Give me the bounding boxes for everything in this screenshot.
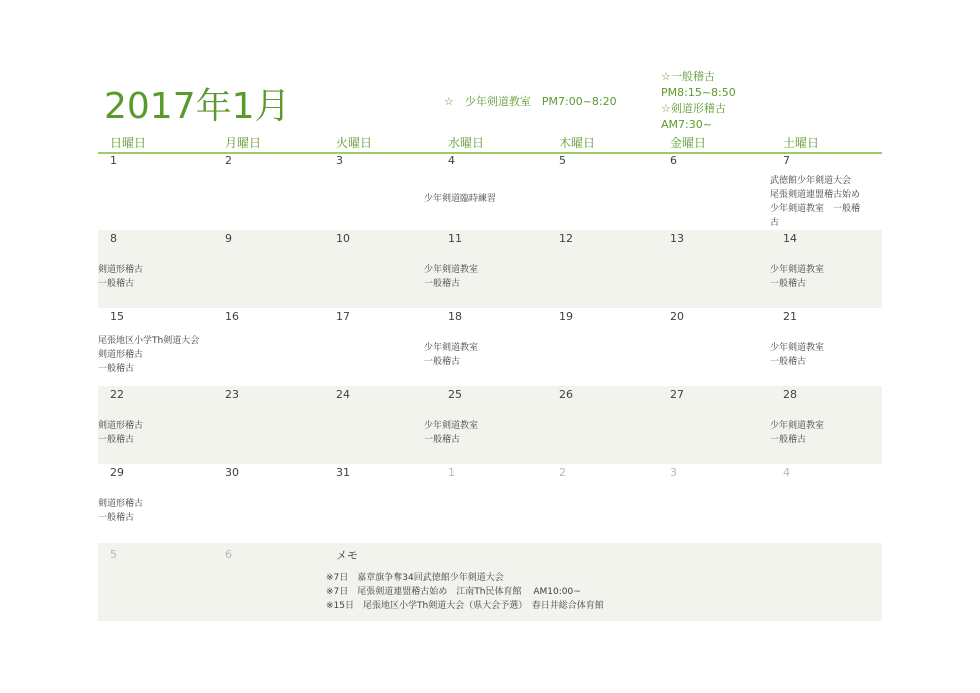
weekday-thursday: 木曜日 bbox=[559, 136, 596, 150]
day-number: 9 bbox=[225, 232, 232, 245]
day-number: 30 bbox=[225, 466, 239, 479]
day-cell[interactable] bbox=[546, 152, 658, 230]
event-item: 一般稽古 bbox=[98, 435, 135, 445]
event-item: 古 bbox=[770, 218, 780, 228]
page-title: 2017年1月 bbox=[104, 86, 291, 127]
day-number: 1 bbox=[110, 154, 117, 167]
weekday-monday: 月曜日 bbox=[225, 136, 262, 150]
event-item: 一般稽古 bbox=[770, 279, 807, 289]
day-cell[interactable] bbox=[210, 386, 322, 464]
day-cell[interactable] bbox=[546, 464, 658, 542]
note-line: PM8:15~8:50 bbox=[661, 86, 736, 99]
event-item: 少年剣道教室 bbox=[770, 343, 825, 353]
day-cell[interactable] bbox=[98, 230, 210, 308]
day-number: 23 bbox=[225, 388, 239, 401]
memo-label: メモ bbox=[336, 549, 358, 562]
day-cell[interactable] bbox=[546, 386, 658, 464]
day-events bbox=[424, 263, 478, 291]
day-number: 6 bbox=[225, 548, 232, 561]
weekday-friday: 金曜日 bbox=[670, 136, 707, 150]
event-item: 剣道形稽古 bbox=[98, 265, 144, 275]
day-number: 3 bbox=[336, 154, 343, 167]
day-number: 17 bbox=[336, 310, 350, 323]
memo-line: ※15日 尾張地区小学Th剣道大会（県大会予選） 春日井総合体育館 bbox=[326, 601, 604, 611]
day-events bbox=[98, 334, 199, 376]
day-number: 24 bbox=[336, 388, 350, 401]
day-cell[interactable] bbox=[546, 230, 658, 308]
day-number: 13 bbox=[670, 232, 684, 245]
day-cell[interactable] bbox=[424, 308, 546, 386]
day-cell[interactable] bbox=[434, 464, 546, 542]
note-line: AM7:30~ bbox=[661, 118, 712, 131]
day-cell[interactable] bbox=[658, 386, 770, 464]
day-cell[interactable] bbox=[658, 464, 770, 542]
day-cell[interactable] bbox=[770, 464, 882, 542]
memo-line: ※7日 尾張剣道連盟稽古始め 江南Th民体育館 AM10:00~ bbox=[326, 587, 581, 597]
event-item: 一般稽古 bbox=[98, 279, 135, 289]
event-item: 少年剣道教室 一般稽 bbox=[770, 204, 861, 214]
day-cell[interactable] bbox=[658, 308, 770, 386]
day-cell[interactable] bbox=[770, 230, 882, 308]
day-cell[interactable] bbox=[322, 386, 434, 464]
day-number: 11 bbox=[448, 232, 462, 245]
note-line: ☆一般稽古 bbox=[661, 70, 715, 83]
week-row bbox=[98, 386, 882, 464]
day-cell[interactable] bbox=[322, 464, 434, 542]
week-row bbox=[98, 152, 882, 230]
event-item: 少年剣道教室 bbox=[770, 421, 825, 431]
day-number: 14 bbox=[783, 232, 797, 245]
day-events bbox=[770, 174, 860, 230]
day-number: 18 bbox=[448, 310, 462, 323]
event-item: 少年剣道教室 bbox=[424, 343, 479, 353]
day-number: 19 bbox=[559, 310, 573, 323]
week-row bbox=[98, 230, 882, 308]
day-events bbox=[98, 497, 143, 525]
event-item: 一般稽古 bbox=[424, 435, 461, 445]
day-number: 1 bbox=[448, 466, 455, 479]
event-item: 尾張剣道連盟稽古始め bbox=[770, 190, 861, 200]
day-cell[interactable] bbox=[210, 152, 322, 230]
day-events bbox=[770, 263, 824, 291]
day-number: 4 bbox=[448, 154, 455, 167]
week-row bbox=[98, 308, 882, 386]
event-item: 一般稽古 bbox=[770, 435, 807, 445]
day-number: 22 bbox=[110, 388, 124, 401]
day-cell[interactable] bbox=[546, 308, 658, 386]
day-number: 2 bbox=[225, 154, 232, 167]
memo-lines bbox=[326, 571, 604, 613]
memo-line: ※7日 嘉章旗争奪34回武徳館少年剣道大会 bbox=[326, 573, 504, 583]
day-cell[interactable] bbox=[322, 230, 434, 308]
event-item: 剣道形稽古 bbox=[98, 350, 144, 360]
day-cell[interactable] bbox=[424, 152, 546, 230]
day-number: 4 bbox=[783, 466, 790, 479]
day-events bbox=[424, 419, 478, 447]
day-cell[interactable] bbox=[98, 308, 210, 386]
day-cell[interactable] bbox=[322, 152, 434, 230]
day-number: 28 bbox=[783, 388, 797, 401]
day-cell[interactable] bbox=[210, 230, 322, 308]
event-item: 剣道形稽古 bbox=[98, 499, 144, 509]
event-item: 剣道形稽古 bbox=[98, 421, 144, 431]
note-line: ☆剣道形稽古 bbox=[661, 102, 726, 115]
day-events bbox=[424, 192, 496, 206]
day-number: 6 bbox=[670, 154, 677, 167]
day-number: 12 bbox=[559, 232, 573, 245]
day-number: 3 bbox=[670, 466, 677, 479]
weekday-tuesday: 火曜日 bbox=[336, 136, 373, 150]
event-item: 尾張地区小学Th剣道大会 bbox=[98, 336, 200, 346]
schedule-note-general bbox=[661, 69, 736, 133]
day-events bbox=[424, 341, 478, 369]
event-item: 少年剣道教室 bbox=[424, 265, 479, 275]
day-events bbox=[770, 341, 824, 369]
weekday-header bbox=[98, 134, 882, 152]
day-number: 7 bbox=[783, 154, 790, 167]
event-item: 少年剣道教室 bbox=[770, 265, 825, 275]
schedule-note-youth: ☆ 少年剣道教室 PM7:00~8:20 bbox=[444, 95, 617, 108]
day-cell[interactable] bbox=[98, 386, 210, 464]
day-cell[interactable] bbox=[770, 308, 882, 386]
day-number: 2 bbox=[559, 466, 566, 479]
day-cell[interactable] bbox=[658, 152, 770, 230]
day-cell[interactable] bbox=[770, 386, 882, 464]
day-cell[interactable] bbox=[210, 308, 322, 386]
event-item: 一般稽古 bbox=[424, 279, 461, 289]
weekday-saturday: 土曜日 bbox=[783, 136, 820, 150]
day-number: 25 bbox=[448, 388, 462, 401]
day-events bbox=[770, 419, 824, 447]
day-number: 27 bbox=[670, 388, 684, 401]
weekday-sunday: 日曜日 bbox=[110, 136, 147, 150]
day-events bbox=[98, 263, 143, 291]
event-item: 一般稽古 bbox=[770, 357, 807, 367]
day-events bbox=[98, 419, 143, 447]
event-item: 一般稽古 bbox=[98, 513, 135, 523]
day-number: 15 bbox=[110, 310, 124, 323]
day-cell[interactable] bbox=[98, 464, 210, 542]
day-number: 29 bbox=[110, 466, 124, 479]
weekday-wednesday: 水曜日 bbox=[448, 136, 485, 150]
event-item: 一般稽古 bbox=[424, 357, 461, 367]
day-number: 5 bbox=[559, 154, 566, 167]
event-item: 武徳館少年剣道大会 bbox=[770, 176, 852, 186]
day-number: 26 bbox=[559, 388, 573, 401]
week-row bbox=[98, 464, 882, 542]
event-item: 一般稽古 bbox=[98, 364, 135, 374]
day-cell[interactable] bbox=[424, 230, 546, 308]
day-cell[interactable] bbox=[424, 386, 546, 464]
day-number: 5 bbox=[110, 548, 117, 561]
day-number: 20 bbox=[670, 310, 684, 323]
day-cell[interactable] bbox=[770, 152, 882, 230]
day-cell[interactable] bbox=[658, 230, 770, 308]
day-number: 31 bbox=[336, 466, 350, 479]
day-number: 10 bbox=[336, 232, 350, 245]
day-number: 8 bbox=[110, 232, 117, 245]
day-number: 16 bbox=[225, 310, 239, 323]
day-cell[interactable] bbox=[98, 152, 210, 230]
event-item: 少年剣道臨時練習 bbox=[424, 194, 497, 204]
day-cell[interactable] bbox=[210, 464, 322, 542]
event-item: 少年剣道教室 bbox=[424, 421, 479, 431]
day-number: 21 bbox=[783, 310, 797, 323]
day-cell[interactable] bbox=[322, 308, 434, 386]
